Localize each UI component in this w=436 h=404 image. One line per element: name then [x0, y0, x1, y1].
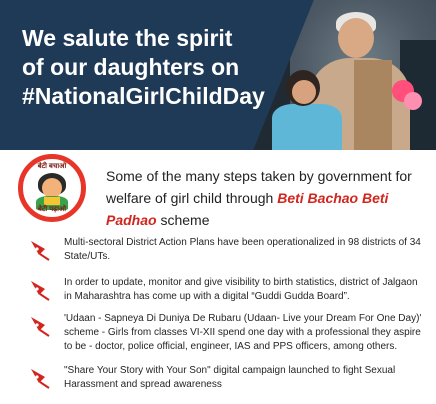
headline — [22, 24, 322, 111]
logo-bottom-text: बेटी पढ़ाओ — [37, 206, 67, 213]
intro-part-2: scheme — [156, 212, 210, 228]
list-item-text: "Share Your Story with Your Son" digital campaign launched to fight Sexual Harassment and spread awareness — [64, 365, 396, 390]
pen-nib-icon — [28, 278, 52, 302]
intro-part-1: Some of the many steps taken by government for welfare of girl child through — [106, 168, 412, 206]
headline-line-2: of our daughters on — [22, 54, 240, 80]
header-banner — [0, 0, 436, 150]
pen-nib-icon — [28, 366, 52, 390]
headline-line-3: #NationalGirlChildDay — [22, 83, 265, 109]
list-item-text: In order to update, monitor and give visibility to birth statistics, district of Jalgaon in Maharashtra has come up with a digital “Guddi Gudda Board”. — [64, 277, 418, 302]
book-icon — [44, 197, 60, 205]
pen-nib-icon — [28, 314, 52, 338]
beti-bachao-logo — [18, 154, 86, 222]
intro-text — [106, 165, 426, 231]
scheme-name: Beti Bachao Beti Padhao — [106, 190, 389, 228]
headline-line-1: We salute the spirit — [22, 25, 233, 51]
list-item-text: Multi-sectoral District Action Plans have been operationalized in 98 districts of 34 State/UTs. — [64, 237, 421, 262]
pen-nib-icon — [28, 238, 52, 262]
logo-top-text: बेटी बचाओ — [37, 163, 67, 170]
list-item-text: 'Udaan - Sapneya Di Duniya De Rubaru (Udaan- Live your Dream For One Day)' scheme - Girls from classes VI-XII spend one day with a professional they aspire to be - doctor, police official, engineer, IAS and PPS officers, among others. — [64, 313, 422, 352]
